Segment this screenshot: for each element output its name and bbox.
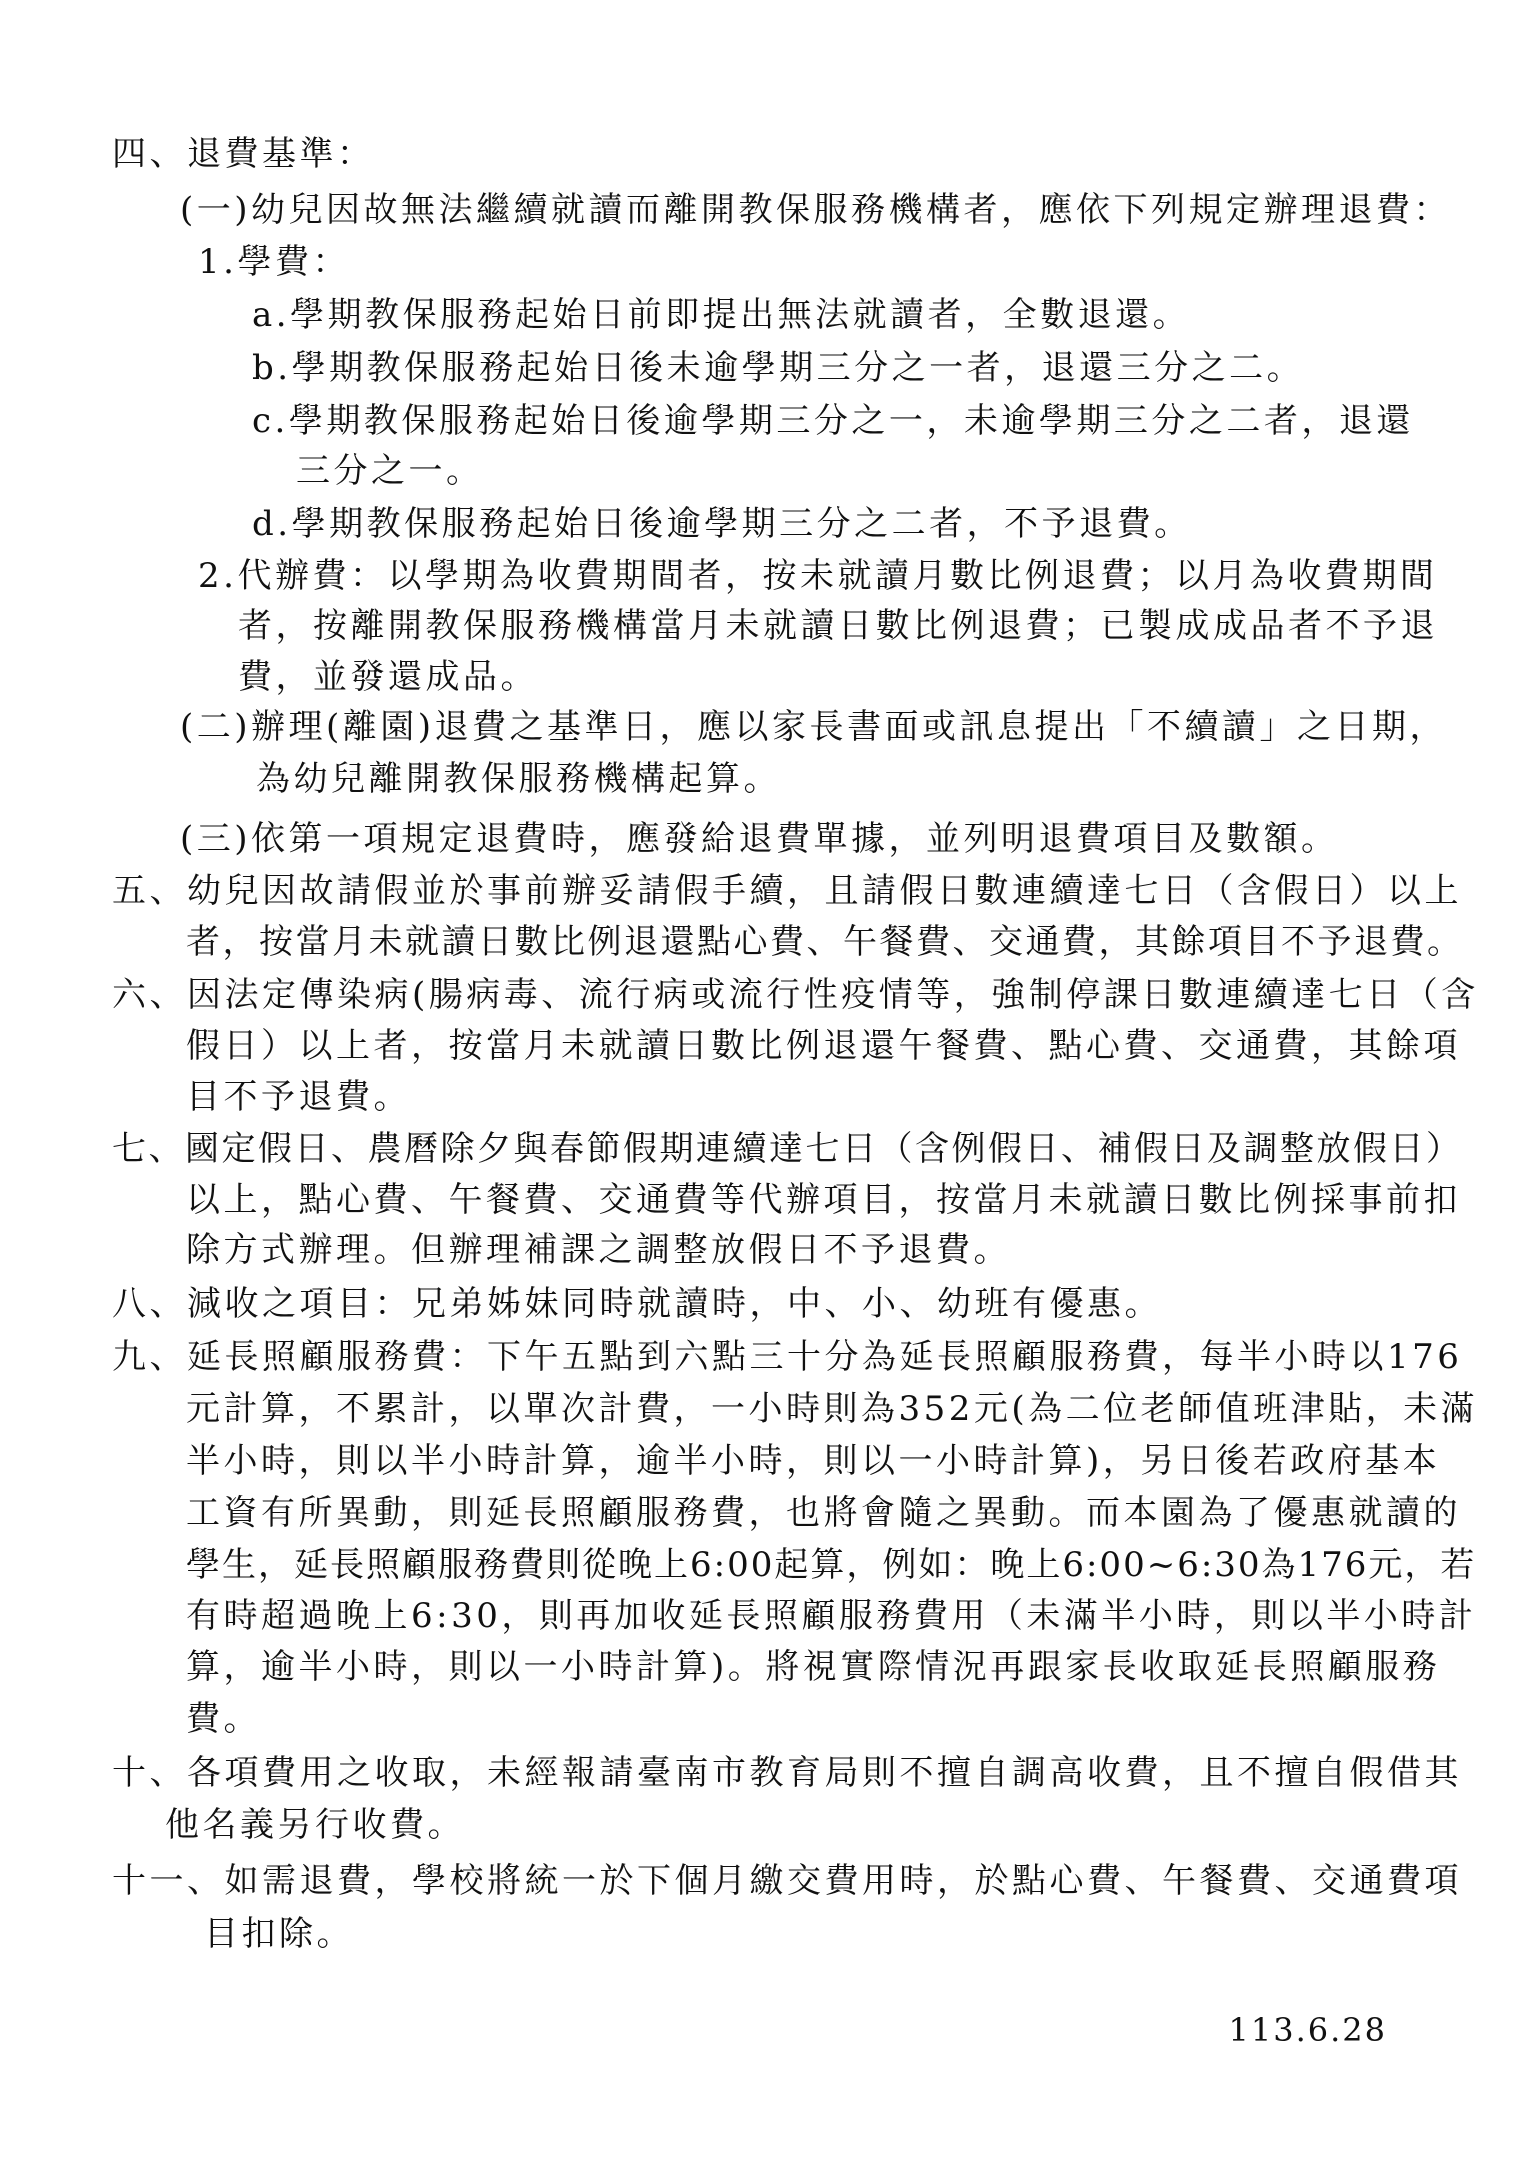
item-4-1-2: 2.代辦費：以學期為收費期間者，按未就讀月數比例退費；以月為收費期間	[198, 556, 1438, 596]
section-6-cont: 目不予退費。	[186, 1077, 411, 1117]
section-9-cont: 工資有所異動，則延長照顧服務費，也將會隨之異動。而本園為了優惠就讀的	[186, 1493, 1461, 1533]
item-4-2: (二)辦理(離園)退費之基準日，應以家長書面或訊息提出「不續讀」之日期，	[180, 707, 1448, 747]
item-4-1-2-cont: 費，並發還成品。	[238, 657, 538, 697]
section-9-cont: 學生，延長照顧服務費則從晚上6:00起算，例如：晚上6:00~6:30為176元，若	[186, 1545, 1477, 1585]
item-4-1-1-a: a.學期教保服務起始日前即提出無法就讀者，全數退還。	[252, 295, 1191, 335]
section-9-cont: 算，逾半小時，則以一小時計算)。將視實際情況再跟家長收取延長照顧服務	[186, 1647, 1441, 1687]
section-11: 十一、如需退費，學校將統一於下個月繳交費用時，於點心費、午餐費、交通費項	[112, 1861, 1462, 1901]
section-9-cont: 半小時，則以半小時計算，逾半小時，則以一小時計算)，另日後若政府基本	[186, 1441, 1441, 1481]
item-4-2-cont: 為幼兒離開教保服務機構起算。	[256, 759, 781, 799]
section-7: 七、國定假日、農曆除夕與春節假期連續達七日（含例假日、補假日及調整放假日）	[112, 1129, 1463, 1169]
section-10: 十、各項費用之收取，未經報請臺南市教育局則不擅自調高收費，且不擅自假借其	[112, 1753, 1462, 1793]
item-4-1: (一)幼兒因故無法繼續就讀而離開教保服務機構者，應依下列規定辦理退費：	[180, 190, 1452, 230]
item-4-1-1-b: b.學期教保服務起始日後未逾學期三分之一者，退還三分之二。	[252, 348, 1305, 388]
section-7-cont: 除方式辦理。但辦理補課之調整放假日不予退費。	[186, 1230, 1011, 1270]
section-9: 九、延長照顧服務費：下午五點到六點三十分為延長照顧服務費，每半小時以176	[112, 1337, 1463, 1377]
section-6-cont: 假日）以上者，按當月未就讀日數比例退還午餐費、點心費、交通費，其餘項	[186, 1026, 1461, 1066]
item-4-1-1-d: d.學期教保服務起始日後逾學期三分之二者，不予退費。	[252, 504, 1192, 544]
section-8: 八、減收之項目：兄弟姊妹同時就讀時，中、小、幼班有優惠。	[112, 1284, 1162, 1324]
item-4-1-2-cont: 者，按離開教保服務機構當月未就讀日數比例退費；已製成成品者不予退	[238, 606, 1438, 646]
item-4-1-1-c: c.學期教保服務起始日後逾學期三分之一，未逾學期三分之二者，退還	[252, 401, 1414, 441]
section-9-cont: 費。	[186, 1699, 261, 1739]
section-10-cont: 他名義另行收費。	[165, 1805, 465, 1845]
section-9-cont: 元計算，不累計，以單次計費，一小時則為352元(為二位老師值班津貼，未滿	[186, 1389, 1479, 1429]
item-4-3: (三)依第一項規定退費時，應發給退費單據，並列明退費項目及數額。	[180, 819, 1339, 859]
section-7-cont: 以上，點心費、午餐費、交通費等代辦項目，按當月未就讀日數比例採事前扣	[186, 1180, 1461, 1220]
section-9-cont: 有時超過晚上6:30，則再加收延長照顧服務費用（未滿半小時，則以半小時計	[186, 1596, 1477, 1636]
section-5: 五、幼兒因故請假並於事前辦妥請假手續，且請假日數連續達七日（含假日）以上	[112, 871, 1462, 911]
section-6: 六、因法定傳染病(腸病毒、流行病或流行性疫情等，強制停課日數連續達七日（含	[112, 975, 1479, 1015]
section-4-heading: 四、退費基準：	[112, 134, 375, 174]
section-5-cont: 者，按當月未就讀日數比例退還點心費、午餐費、交通費，其餘項目不予退費。	[186, 922, 1464, 962]
section-11-cont: 目扣除。	[204, 1914, 354, 1954]
item-4-1-1-c-cont: 三分之一。	[296, 451, 484, 491]
document-date: 113.6.28	[1228, 2011, 1387, 2049]
item-4-1-1-heading: 1.學費：	[198, 242, 350, 282]
